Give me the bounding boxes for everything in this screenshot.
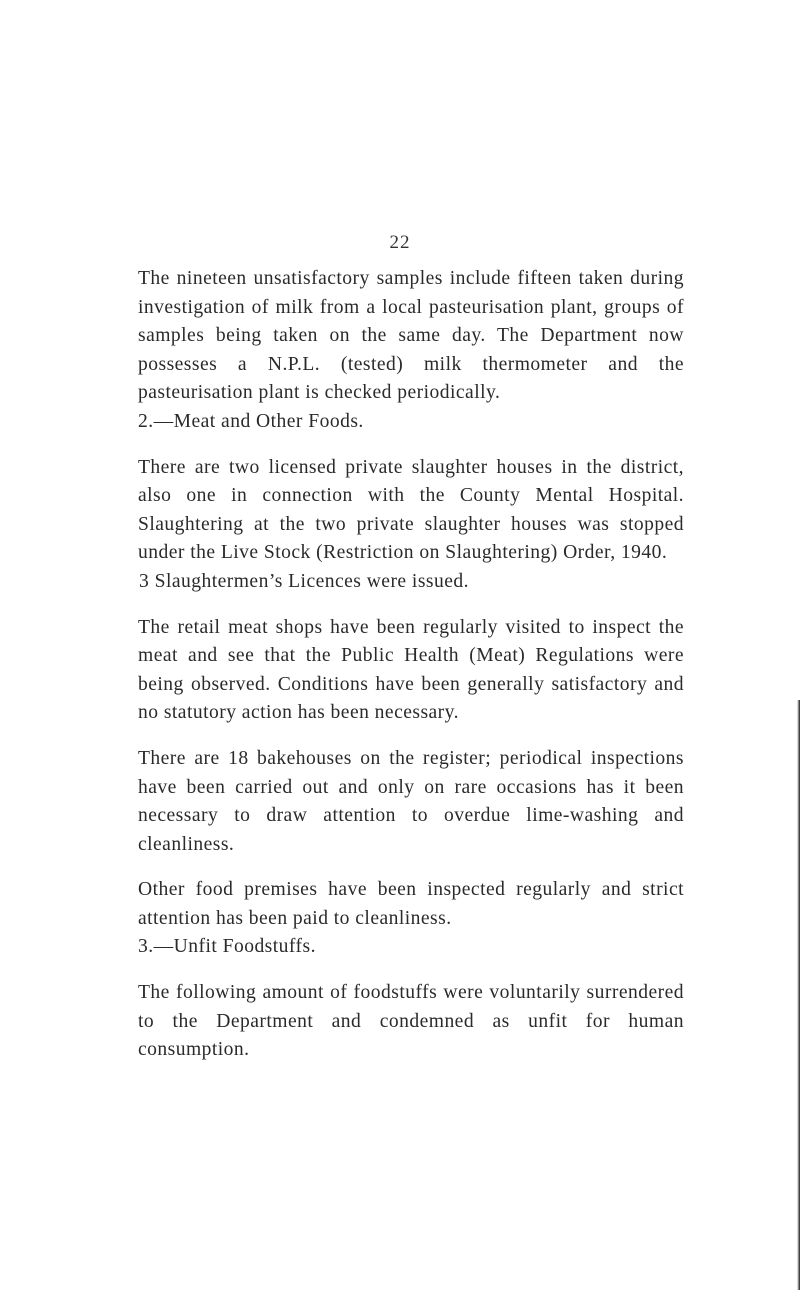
meat-shops-paragraph: The retail meat shops have been regularly visited to inspect the meat and see that the Public Health (Meat) Regulations were being observed. Conditions have been generally satisfactory and no statutory action has been necessary. — [138, 616, 684, 724]
food-premises-paragraph: Other food premises have been inspected regularly and strict attention has been paid to cleanliness. — [138, 879, 684, 929]
slaughtermen-licences-line: 3 Slaughtermen’s Licences were issued. — [139, 570, 469, 592]
meat-section-heading: 2.—Meat and Other Foods. — [138, 410, 364, 432]
milk-paragraph: The nineteen unsatisfactory samples include fifteen taken during investigation of milk from a local pasteurisation plant, groups of samples being taken on the same day. The Department now possesses a N.P.L. (tested) milk thermometer and the pasteurisation plant is checked periodically. — [138, 268, 684, 404]
unfit-foodstuffs-heading: 3.—Unfit Foodstuffs. — [138, 936, 316, 958]
page-body — [138, 265, 684, 1065]
unfit-foodstuffs-paragraph: The following amount of foodstuffs were voluntarily surrendered to the Department and condemned as unfit for human consumption. — [138, 982, 684, 1061]
slaughter-houses-paragraph: There are two licensed private slaughter houses in the district, also one in connection with the County Mental Hospital. Slaughtering at the two private slaughter houses was stopped under the Live Stock (Restriction on Slaughtering) Order, 1940. — [138, 456, 684, 564]
page-number: 22 — [389, 232, 411, 253]
bakehouses-paragraph: There are 18 bakehouses on the register; periodical inspections have been carried out and only on rare occasions has it been necessary to draw attention to overdue lime-washing and cleanliness. — [138, 747, 684, 855]
